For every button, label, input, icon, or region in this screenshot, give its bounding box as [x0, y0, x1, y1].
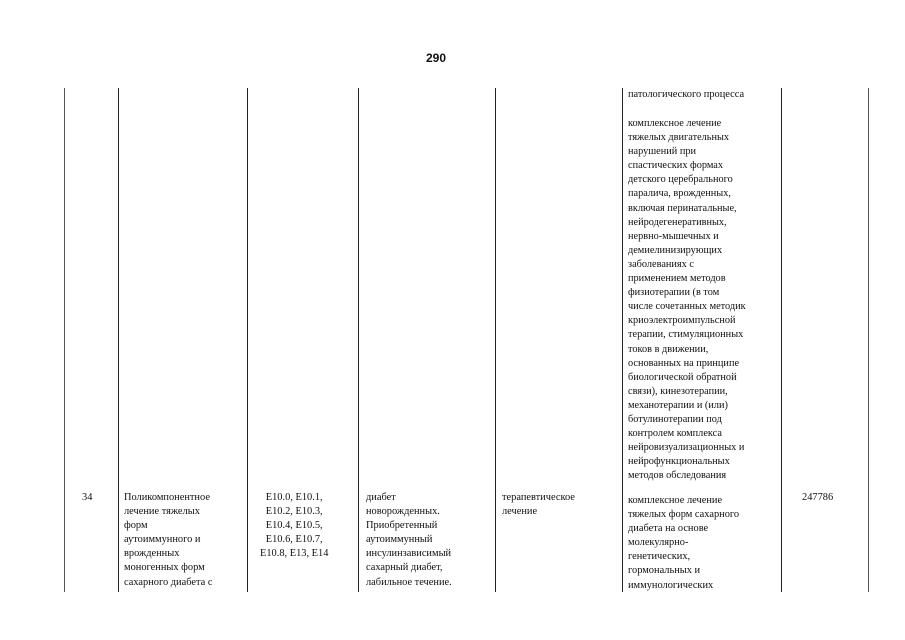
method-continuation-text: патологического процесса [628, 89, 745, 100]
icd-codes: E10.0, E10.1, E10.2, E10.3, E10.4, E10.5, E10.6, E10.7, E10.8, E13, E14 [260, 492, 329, 560]
column-rule [495, 88, 496, 592]
column-rule [781, 88, 782, 592]
method-description-prev: комплексное лечение тяжелых двигательных нарушений при спастических формах детского церебрального паралича, врожденных, включая перинатальные, нейродегенеративных, нервно-мышечных и демиелинизирующих заболеваниях с применением методов физиотерапии (в том числе сочетанных методик криоэлектроимпульсной терапии, стимуляционных токов в движении, основанных на принципе биологической обратной связи), кинезотерапии, механотерапии и (или) ботулинотерапии под контролем комплекса нейровизуализационных и нейрофункциональных методов обследования [628, 118, 746, 482]
column-rule [358, 88, 359, 592]
row-name: Поликомпонентное лечение тяжелых форм аутоиммунного и врожденных моногенных форм сахарного диабета с [124, 492, 213, 588]
row-number: 34 [82, 492, 93, 503]
column-rule [247, 88, 248, 592]
column-rule [868, 88, 869, 592]
column-rule [622, 88, 623, 592]
patient-model: диабет новорожденных. Приобретенный аутоиммунный инсулинзависимый сахарный диабет, лабильное течение. [366, 492, 452, 588]
method-description: комплексное лечение тяжелых форм сахарного диабета на основе молекулярно- генетических, гормональных и иммунологических [628, 495, 740, 591]
treatment-type: терапевтическое лечение [502, 492, 575, 518]
column-rule [118, 88, 119, 592]
page-number: 290 [425, 51, 447, 65]
cost-value: 247786 [802, 492, 834, 503]
column-rule [64, 88, 65, 592]
